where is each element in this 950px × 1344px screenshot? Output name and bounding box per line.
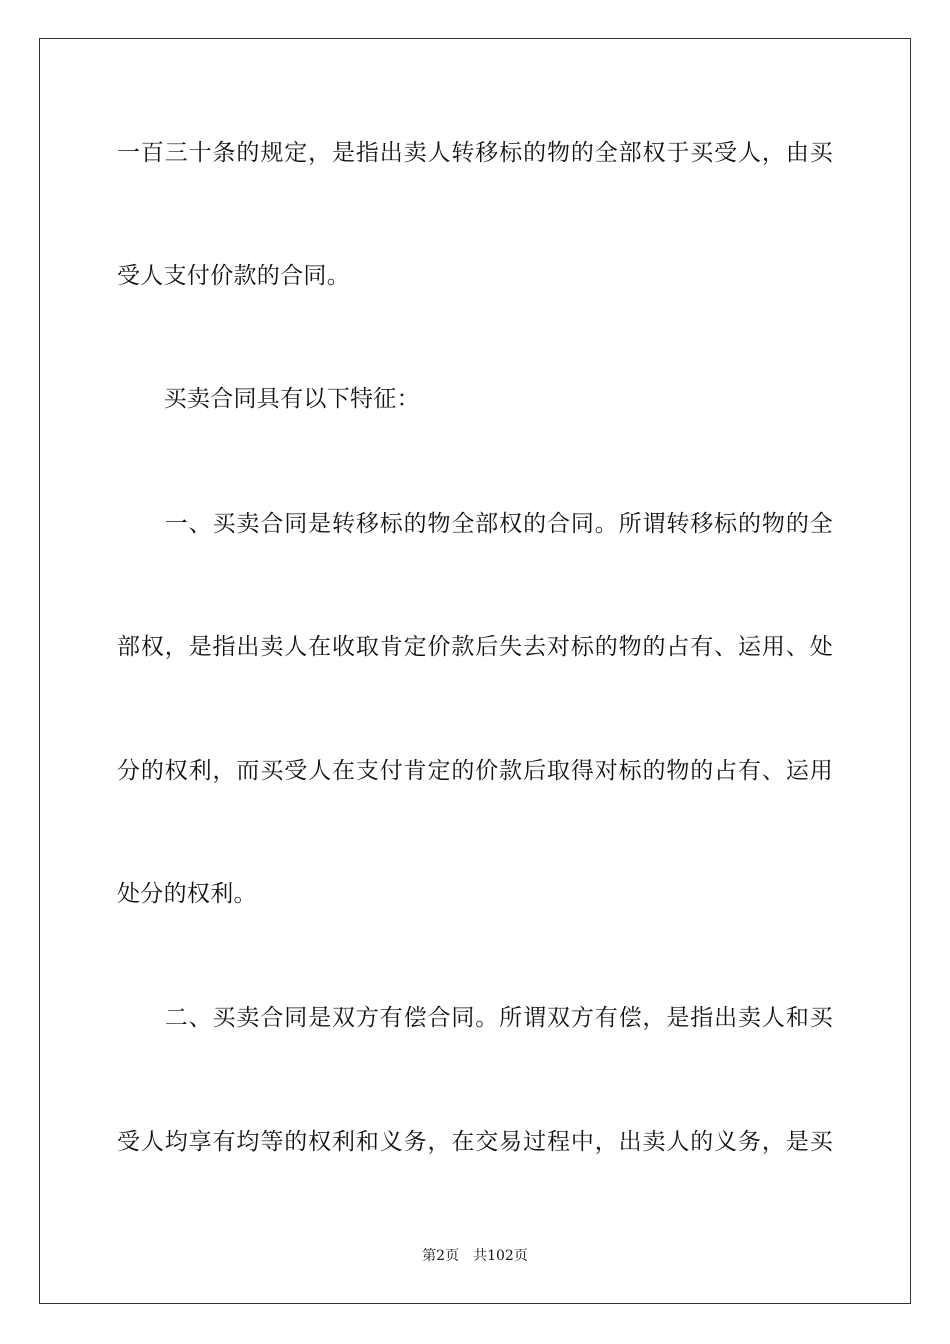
page-frame — [39, 38, 911, 1304]
body-line: 分的权利，而买受人在支付肯定的价款后取得对标的物的占有、运用 — [117, 758, 833, 784]
body-line: 一、买卖合同是转移标的物全部权的合同。所谓转移标的物的全 — [117, 511, 833, 537]
body-line: 受人均享有均等的权利和义务，在交易过程中，出卖人的义务，是买 — [117, 1129, 833, 1155]
page-footer — [0, 1247, 950, 1265]
body-line: 部权，是指出卖人在收取肯定价款后失去对标的物的占有、运用、处 — [117, 634, 833, 660]
body-line: 处分的权利。 — [117, 881, 257, 907]
body-line: 受人支付价款的合同。 — [117, 263, 350, 289]
body-line: 二、买卖合同是双方有偿合同。所谓双方有偿，是指出卖人和买 — [117, 1005, 833, 1031]
page-number: 第2页 — [422, 1248, 460, 1264]
page-total: 共102页 — [473, 1248, 528, 1264]
body-line: 一百三十条的规定，是指出卖人转移标的物的全部权于买受人，由买 — [117, 140, 833, 166]
body-line: 买卖合同具有以下特征： — [117, 386, 420, 412]
